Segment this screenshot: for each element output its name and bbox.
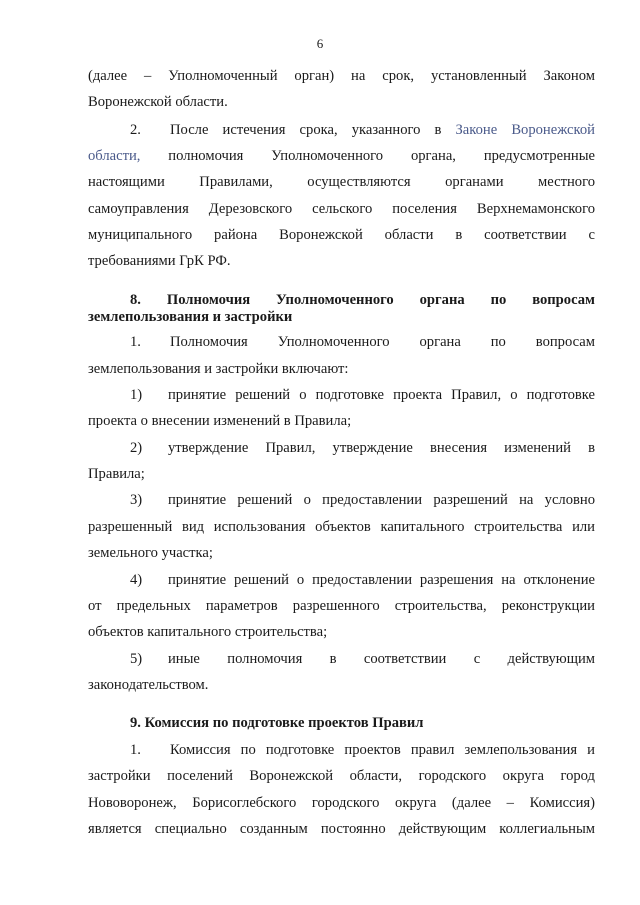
text-line [170, 120, 595, 140]
text-line: принятие решений о подготовке проекта Правил, о подготовке [168, 387, 595, 403]
item-number: 1. [130, 334, 141, 350]
text-line: области, полномочия Уполномоченного органа, предусмотренные [88, 148, 595, 164]
item-number: 1) [130, 387, 143, 403]
item-number: 3) [130, 492, 143, 508]
text-line: Комиссия по подготовке проектов правил землепользования и [170, 742, 595, 758]
item-number: 2. [130, 122, 141, 138]
section-heading: 9. Комиссия по подготовке проектов Правил [130, 715, 424, 731]
item-number: 1. [130, 742, 141, 758]
text-line: землепользования и застройки включают: [88, 361, 349, 377]
text-line: законодательством. [88, 677, 209, 693]
text-line: Нововоронеж, Борисоглебского городского округа (далее – Комиссия) [88, 795, 595, 811]
item-number: 5) [130, 651, 143, 667]
text-line: Воронежской области. [88, 94, 228, 110]
page-number: 6 [316, 36, 324, 51]
text-line: принятие решений о предоставлении разрешения на отклонение [168, 572, 595, 588]
item-number: 2) [130, 440, 143, 456]
law-reference-link[interactable]: Законе Воронежской [455, 122, 595, 138]
text-line: принятие решений о предоставлении разрешений на условно [168, 492, 595, 508]
text-line: требованиями ГрК РФ. [88, 253, 231, 269]
text-line: муниципального района Воронежской области в соответствии с [88, 227, 595, 243]
text-line: застройки поселений Воронежской области, городского округа город [88, 768, 595, 784]
text-line: разрешенный вид использования объектов капитального строительства или [88, 519, 595, 535]
text-span: После истечения срока, указанного в [170, 122, 456, 138]
section-heading: 8. Полномочия Уполномоченного органа по вопросам [130, 292, 595, 308]
text-line: самоуправления Дерезовского сельского поселения Верхнемамонского [88, 201, 595, 217]
law-reference-link[interactable]: области, [88, 148, 141, 164]
text-line: Полномочия Уполномоченного органа по вопросам [170, 334, 595, 350]
text-line: от предельных параметров разрешенного строительства, реконструкции [88, 598, 595, 614]
text-line: утверждение Правил, утверждение внесения изменений в [168, 440, 595, 456]
text-line: (далее – Уполномоченный орган) на срок, установленный Законом [88, 68, 595, 84]
item-number: 4) [130, 572, 143, 588]
text-line: земельного участка; [88, 545, 213, 561]
text-line: иные полномочия в соответствии с действующим [168, 651, 595, 667]
text-line: объектов капитального строительства; [88, 624, 328, 640]
text-line: является специально созданным постоянно действующим коллегиальным [88, 821, 595, 837]
text-line: проекта о внесении изменений в Правила; [88, 413, 352, 429]
text-line: настоящими Правилами, осуществляются органами местного [88, 174, 595, 190]
text-line: Правила; [88, 466, 145, 482]
section-heading: землепользования и застройки [88, 309, 293, 325]
